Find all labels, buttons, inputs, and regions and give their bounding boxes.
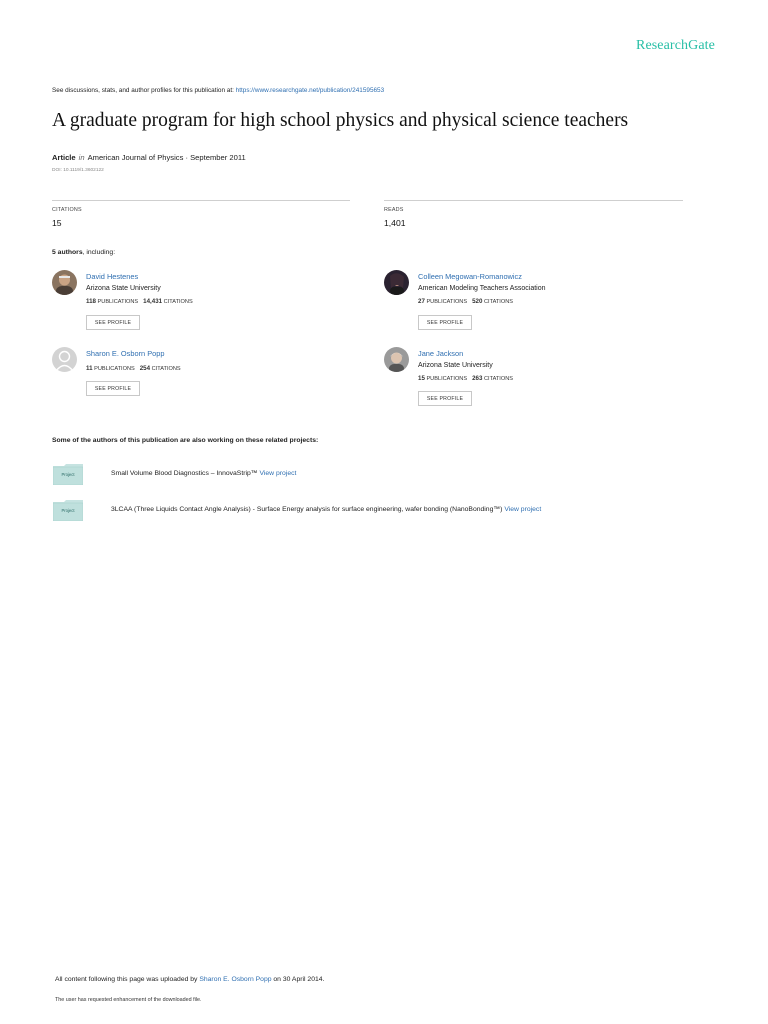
project-icon-label: Project [61, 472, 75, 477]
default-avatar-icon[interactable] [52, 347, 77, 372]
reads-divider [384, 200, 683, 201]
publications-label: PUBLICATIONS [426, 376, 468, 382]
publications-count: 118 [86, 298, 96, 305]
citations-label: CITATIONS [483, 299, 513, 305]
page-title: A graduate program for high school physics and physical science teachers [52, 110, 629, 131]
in-word: in [78, 153, 85, 162]
discussions-prefix: See discussions, stats, and author profiles for this publication at: [52, 87, 236, 94]
author-stats [86, 365, 181, 372]
doi-text: DOI: 10.1119/1.3602122 [52, 168, 104, 173]
photo-portrait-icon[interactable] [52, 270, 77, 295]
publications-label: PUBLICATIONS [94, 366, 135, 372]
project-icon-label: Project [61, 508, 75, 513]
upload-prefix: All content following this page was uploaded by [55, 976, 200, 983]
publications-count: 27 [418, 298, 425, 305]
related-projects-heading: Some of the authors of this publication are also working on these related projects: [52, 437, 319, 444]
reads-value: 1,401 [384, 218, 406, 228]
view-project-link[interactable]: View project [504, 506, 542, 513]
citations-label: CITATIONS [483, 376, 513, 382]
author-name-link[interactable]: David Hestenes [86, 272, 139, 281]
see-profile-button[interactable]: SEE PROFILE [418, 315, 472, 330]
citations-count: 254 [139, 365, 151, 372]
author-stats [86, 298, 193, 305]
discussions-line [52, 87, 384, 94]
author-institution: Arizona State University [418, 362, 493, 369]
author-card [384, 347, 684, 413]
publications-label: PUBLICATIONS [426, 299, 468, 305]
citations-count: 520 [472, 298, 483, 305]
citations-label: CITATIONS [163, 299, 193, 305]
publications-count: 15 [418, 375, 425, 382]
journal-date: American Journal of Physics · September 2011 [87, 153, 246, 162]
project-item [111, 470, 296, 477]
authors-heading [52, 249, 115, 256]
author-stats [418, 298, 513, 305]
author-card [52, 270, 352, 336]
author-name-link[interactable]: Sharon E. Osborn Popp [86, 349, 165, 358]
reads-label: READS [384, 207, 404, 213]
upload-suffix: on 30 April 2014. [271, 976, 325, 983]
author-card [384, 270, 684, 336]
publications-label: PUBLICATIONS [97, 299, 139, 305]
project-folder-icon [53, 464, 83, 485]
researchgate-logo[interactable]: ResearchGate [636, 38, 715, 53]
citations-value: 15 [52, 218, 62, 228]
citations-divider [52, 200, 350, 201]
author-institution: Arizona State University [86, 285, 161, 292]
citations-label: CITATIONS [52, 207, 82, 213]
citations-count: 263 [472, 375, 483, 382]
view-project-link[interactable]: View project [259, 470, 297, 477]
see-profile-button[interactable]: SEE PROFILE [418, 391, 472, 406]
upload-note [55, 976, 324, 983]
author-card [52, 347, 352, 399]
enhancement-note: The user has requested enhancement of the downloaded file. [55, 997, 202, 1003]
photo-portrait-icon[interactable] [384, 347, 409, 372]
citations-label: CITATIONS [151, 366, 181, 372]
authors-count: 5 authors [52, 249, 83, 256]
author-name-link[interactable]: Colleen Megowan-Romanowicz [418, 272, 522, 281]
author-stats [418, 375, 513, 382]
photo-portrait-icon[interactable] [384, 270, 409, 295]
article-type: Article [52, 153, 76, 162]
project-item [111, 506, 541, 513]
authors-suffix: , including: [82, 249, 116, 256]
article-meta [52, 153, 246, 162]
see-profile-button[interactable]: SEE PROFILE [86, 315, 140, 330]
uploader-link[interactable]: Sharon E. Osborn Popp [199, 976, 272, 983]
see-profile-button[interactable]: SEE PROFILE [86, 381, 140, 396]
citations-count: 14,431 [143, 298, 163, 305]
project-folder-icon [53, 500, 83, 521]
project-title: 3LCAA (Three Liquids Contact Angle Analysis) - Surface Energy analysis for surface engineering, wafer bonding (NanoBonding™) [111, 506, 503, 513]
author-name-link[interactable]: Jane Jackson [418, 349, 464, 358]
project-title: Small Volume Blood Diagnostics – InnovaStrip™ [111, 470, 258, 477]
publication-url-link[interactable]: https://www.researchgate.net/publication/241595653 [235, 87, 385, 94]
author-institution: American Modeling Teachers Association [418, 285, 546, 292]
publications-count: 11 [86, 365, 93, 372]
